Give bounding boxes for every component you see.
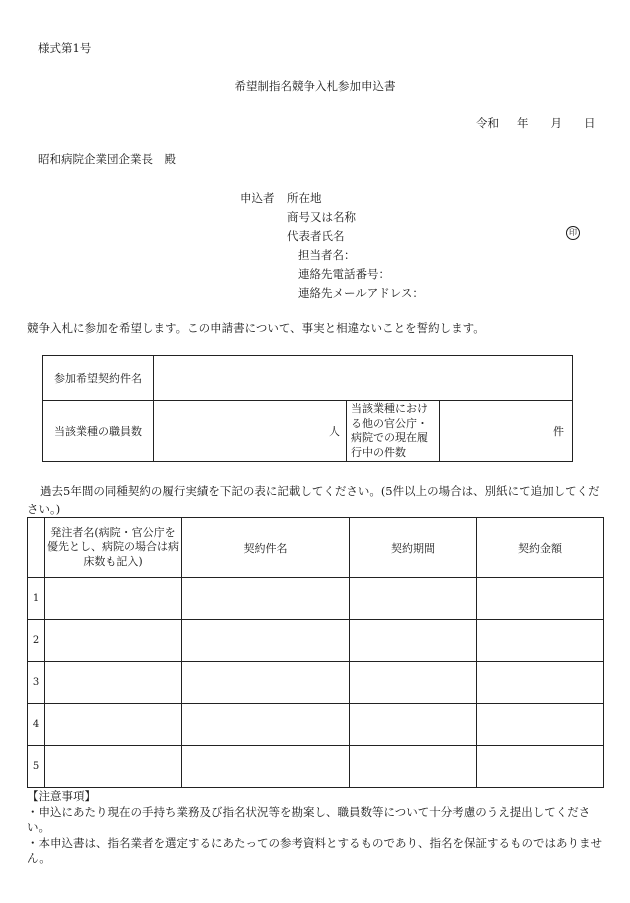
phone-label: 連絡先電話番号：	[298, 267, 390, 281]
email-label: 連絡先メールアドレス：	[298, 286, 424, 300]
contract-cell[interactable]	[182, 578, 350, 620]
company-name-label: 商号又は名称	[287, 210, 356, 224]
contract-cell[interactable]	[182, 662, 350, 704]
address-label: 所在地	[287, 191, 322, 205]
addressee: 昭和病院企業団企業長 殿	[38, 152, 176, 166]
staff-unit: 人	[329, 425, 340, 438]
era-label: 令和	[476, 116, 499, 130]
staff-count-field[interactable]	[154, 401, 347, 462]
staff-count-label: 当該業種の職員数	[43, 401, 154, 462]
contract-cell[interactable]	[182, 704, 350, 746]
seal-mark: 印	[566, 226, 580, 240]
amount-cell[interactable]	[477, 578, 604, 620]
current-contracts-field[interactable]	[440, 401, 573, 462]
period-cell[interactable]	[350, 704, 477, 746]
client-cell[interactable]	[45, 620, 182, 662]
header-contract-period: 契約期間	[350, 518, 477, 578]
contract-name-label: 参加希望契約件名	[43, 356, 154, 401]
period-cell[interactable]	[350, 746, 477, 788]
contract-name-field[interactable]	[154, 356, 573, 401]
records-intro: 過去5年間の同種契約の履行実績を下記の表に記載してください。(5件以上の場合は、別紙にて追加してください。)	[27, 484, 600, 516]
client-cell[interactable]	[45, 746, 182, 788]
client-cell[interactable]	[45, 662, 182, 704]
day-label: 日	[584, 116, 596, 130]
table-row	[28, 704, 604, 746]
row-number: 2	[28, 620, 45, 662]
table-row	[28, 662, 604, 704]
header-client: 発注者名(病院・官公庁を優先とし、病院の場合は病床数も記入)	[45, 518, 182, 578]
period-cell[interactable]	[350, 578, 477, 620]
row-number: 3	[28, 662, 45, 704]
header-contract-name: 契約件名	[182, 518, 350, 578]
note-item: ・本申込書は、指名業者を選定するにあたっての参考資料とするものであり、指名を保証するものではありません。	[27, 835, 602, 865]
document-title: 希望制指名競争入札参加申込書	[234, 79, 396, 93]
summary-table	[42, 355, 573, 462]
amount-cell[interactable]	[477, 662, 604, 704]
year-label: 年	[517, 116, 529, 130]
period-cell[interactable]	[350, 620, 477, 662]
client-cell[interactable]	[45, 704, 182, 746]
notes-section	[27, 789, 607, 867]
month-label: 月	[550, 116, 562, 130]
amount-cell[interactable]	[477, 746, 604, 788]
table-row	[28, 746, 604, 788]
contract-cell[interactable]	[182, 746, 350, 788]
table-row	[28, 620, 604, 662]
client-cell[interactable]	[45, 578, 182, 620]
row-number: 1	[28, 578, 45, 620]
row-number: 4	[28, 704, 45, 746]
amount-cell[interactable]	[477, 704, 604, 746]
note-item: ・申込にあたり現在の手持ち業務及び指名状況等を勘案し、職員数等について十分考慮のうえ提出してください。	[27, 804, 591, 834]
representative-label: 代表者氏名	[287, 229, 345, 243]
current-contracts-label: 当該業種における他の官公庁・病院での現在履行中の件数	[347, 401, 440, 462]
declaration-text: 競争入札に参加を希望します。この申請書について、事実と相違ないことを誓約します。	[27, 321, 485, 335]
row-number: 5	[28, 746, 45, 788]
records-table	[27, 517, 604, 788]
amount-cell[interactable]	[477, 620, 604, 662]
header-contract-amount: 契約金額	[477, 518, 604, 578]
period-cell[interactable]	[350, 662, 477, 704]
header-no	[28, 518, 45, 578]
date-line	[476, 115, 596, 131]
current-contracts-unit: 件	[553, 425, 565, 438]
contract-cell[interactable]	[182, 620, 350, 662]
form-number: 様式第1号	[38, 41, 92, 55]
contact-person-label: 担当者名：	[298, 248, 356, 262]
applicant-label: 申込者	[240, 191, 275, 205]
table-row	[28, 578, 604, 620]
notes-title: 【注意事項】	[27, 789, 96, 803]
